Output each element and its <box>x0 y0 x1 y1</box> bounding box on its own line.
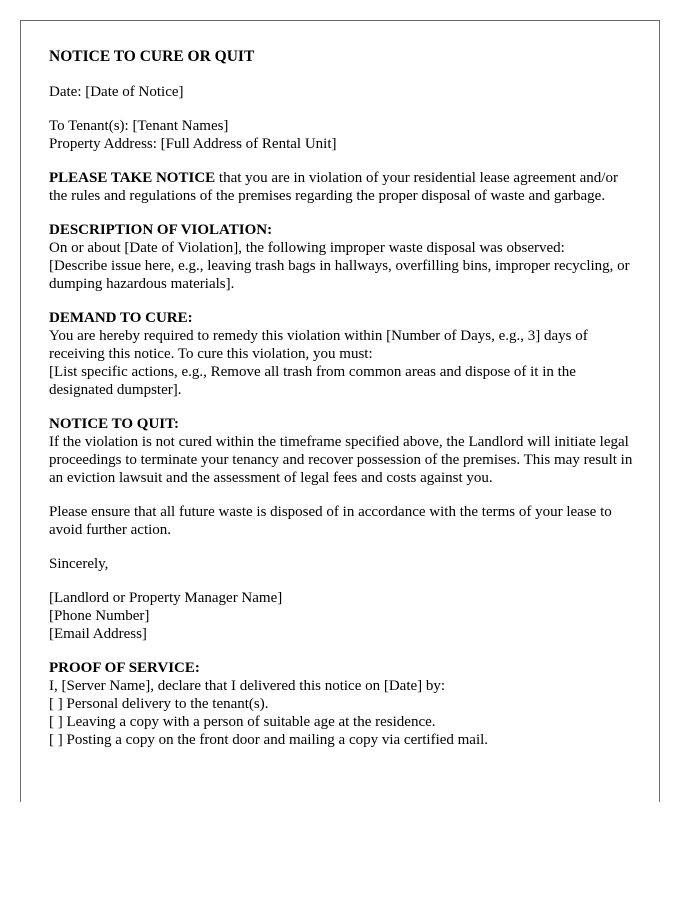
violation-heading: DESCRIPTION OF VIOLATION: <box>49 222 273 238</box>
violation-section <box>49 221 639 293</box>
cure-line-2: [List specific actions, e.g., Remove all trash from common areas and dispose of it in the designated dumpster]. <box>49 364 576 398</box>
intro-paragraph <box>49 169 639 205</box>
signature-email: [Email Address] <box>49 626 147 642</box>
signature-block <box>49 589 639 643</box>
date-text: Date: [Date of Notice] <box>49 84 184 100</box>
proof-heading: PROOF OF SERVICE: <box>49 660 200 676</box>
document-body <box>49 48 639 765</box>
sign-off-text: Sincerely, <box>49 556 109 572</box>
proof-option: [ ] Personal delivery to the tenant(s). <box>49 696 269 712</box>
closing-paragraph <box>49 503 639 539</box>
proof-option: [ ] Leaving a copy with a person of suitable age at the residence. <box>49 714 436 730</box>
sign-off <box>49 555 639 573</box>
signature-name: [Landlord or Property Manager Name] <box>49 590 283 606</box>
intro-text: that you are in violation of your residential lease agreement and/or the rules and regulations of the premises regarding the proper disposal of waste and garbage. <box>49 170 618 204</box>
tenant-line: To Tenant(s): [Tenant Names] <box>49 118 229 134</box>
document-title: NOTICE TO CURE OR QUIT <box>49 48 255 65</box>
violation-line-1: On or about [Date of Violation], the following improper waste disposal was observed: <box>49 240 565 256</box>
violation-line-2: [Describe issue here, e.g., leaving trash bags in hallways, overfilling bins, improper recycling, or dumping hazardous materials]. <box>49 258 630 292</box>
proof-declaration: I, [Server Name], declare that I delivered this notice on [Date] by: <box>49 678 446 694</box>
closing-text: Please ensure that all future waste is disposed of in accordance with the terms of your lease to avoid further action. <box>49 504 612 538</box>
recipient-block <box>49 117 639 153</box>
signature-phone: [Phone Number] <box>49 608 150 624</box>
proof-section <box>49 659 639 749</box>
cure-line-1: You are hereby required to remedy this violation within [Number of Days, e.g., 3] days of receiving this notice. To cure this violation, you must: <box>49 328 588 362</box>
quit-heading: NOTICE TO QUIT: <box>49 416 180 432</box>
quit-section <box>49 415 639 487</box>
document-page <box>20 20 660 802</box>
date-line <box>49 83 639 101</box>
proof-option: [ ] Posting a copy on the front door and mailing a copy via certified mail. <box>49 732 489 748</box>
cure-heading: DEMAND TO CURE: <box>49 310 193 326</box>
property-address-line: Property Address: [Full Address of Rental Unit] <box>49 136 337 152</box>
cure-section <box>49 309 639 399</box>
intro-bold-text: PLEASE TAKE NOTICE <box>49 170 216 186</box>
quit-text: If the violation is not cured within the timeframe specified above, the Landlord will initiate legal proceedings to terminate your tenancy and recover possession of the premises. This may result in an eviction lawsuit and the assessment of legal fees and costs against you. <box>49 434 633 486</box>
